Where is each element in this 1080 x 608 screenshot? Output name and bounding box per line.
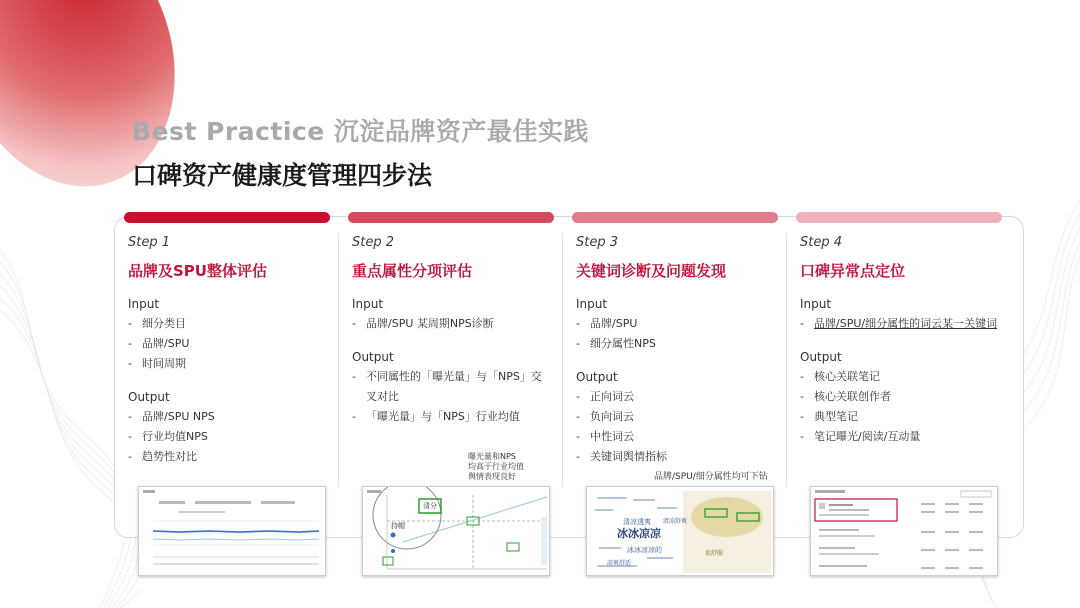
input-list [128,314,328,374]
input-label: Input [576,297,608,311]
step-title: 关键词诊断及问题发现 [576,262,727,280]
list-item: - 典型笔记 [800,410,858,423]
step-title: 品牌及SPU整体评估 [128,262,267,280]
bubble-chart-thumbnail [362,486,550,576]
column-divider [338,234,339,486]
list-item: - 核心关联创作者 [800,390,891,403]
step-number: Step 4 [800,235,843,250]
input-list [800,314,1000,334]
output-label: Output [576,370,618,384]
page-title: 口碑资产健康度管理四步法 [132,161,433,190]
list-item: - 行业均值NPS [128,430,208,443]
output-label: Output [352,350,394,364]
step-2-color-bar [348,212,554,223]
thumbnail-callout: 品牌/SPU/细分属性均可下钻 [654,472,768,482]
step-column-4 [786,212,1002,582]
step-number: Step 2 [352,235,395,250]
list-item: - 品牌/SPU/细分属性的词云某一关键词 [800,317,998,330]
note-list-thumbnail [810,486,998,576]
step-column-1 [114,212,330,582]
output-list [576,387,776,467]
input-label: Input [128,297,160,311]
step-column-3 [562,212,778,582]
list-item: - 笔记曝光/阅读/互动量 [800,430,921,443]
line-chart-thumbnail [138,486,326,576]
list-item: - 细分属性NPS [576,337,656,350]
list-item: - 不同属性的「曝光量」与「NPS」交叉对比 [352,370,542,403]
output-list [800,367,1000,447]
list-item: - 关键词舆情指标 [576,450,667,463]
word-cloud-word: 清凉透爽 [623,518,651,526]
list-item: - 品牌/SPU [576,317,638,330]
output-label: Output [800,350,842,364]
list-item: - 「曝光量」与「NPS」行业均值 [352,410,520,423]
list-item: - 品牌/SPU 某周期NPS诊断 [352,317,494,330]
page-subtitle: Best Practice 沉淀品牌资产最佳实践 [132,117,589,146]
word-cloud-word: 冰冰凉凉的 [627,546,662,554]
list-item: - 品牌/SPU [128,337,190,350]
bubble-label: 持帽 [391,522,405,530]
column-divider [786,234,787,486]
list-item: - 趋势性对比 [128,450,197,463]
list-item: - 品牌/SPU NPS [128,410,215,423]
step-title: 口碑异常点定位 [800,262,906,280]
list-item: - 细分类目 [128,317,186,330]
input-list [352,314,552,334]
output-label: Output [128,390,170,404]
thumbnail-callout: 曝光量和NPS 均高于行业均值 舆情表现良好 [468,452,524,481]
step-title: 重点属性分项评估 [352,262,473,280]
step-4-color-bar [796,212,1002,223]
output-list [128,407,328,467]
list-item: - 核心关联笔记 [800,370,880,383]
word-cloud-thumbnail [586,486,774,576]
word-cloud-word: 清凉舒爽 [663,518,688,525]
word-cloud-word: 冰冰凉凉 [617,527,661,540]
list-item: - 负向词云 [576,410,634,423]
input-label: Input [800,297,832,311]
step-3-color-bar [572,212,778,223]
step-1-color-bar [124,212,330,223]
word-cloud-word: 凉爽舒适 [607,560,632,567]
output-list [352,367,552,427]
input-label: Input [352,297,384,311]
step-column-2 [338,212,554,582]
column-divider [562,234,563,486]
list-item: - 正向词云 [576,390,634,403]
word-cloud-word: 很舒服 [705,550,724,557]
step-number: Step 1 [128,235,171,250]
input-list [576,314,776,354]
list-item: - 中性词云 [576,430,634,443]
step-number: Step 3 [576,235,619,250]
list-item: - 时间周期 [128,357,186,370]
bubble-label: 清分 [423,502,437,510]
